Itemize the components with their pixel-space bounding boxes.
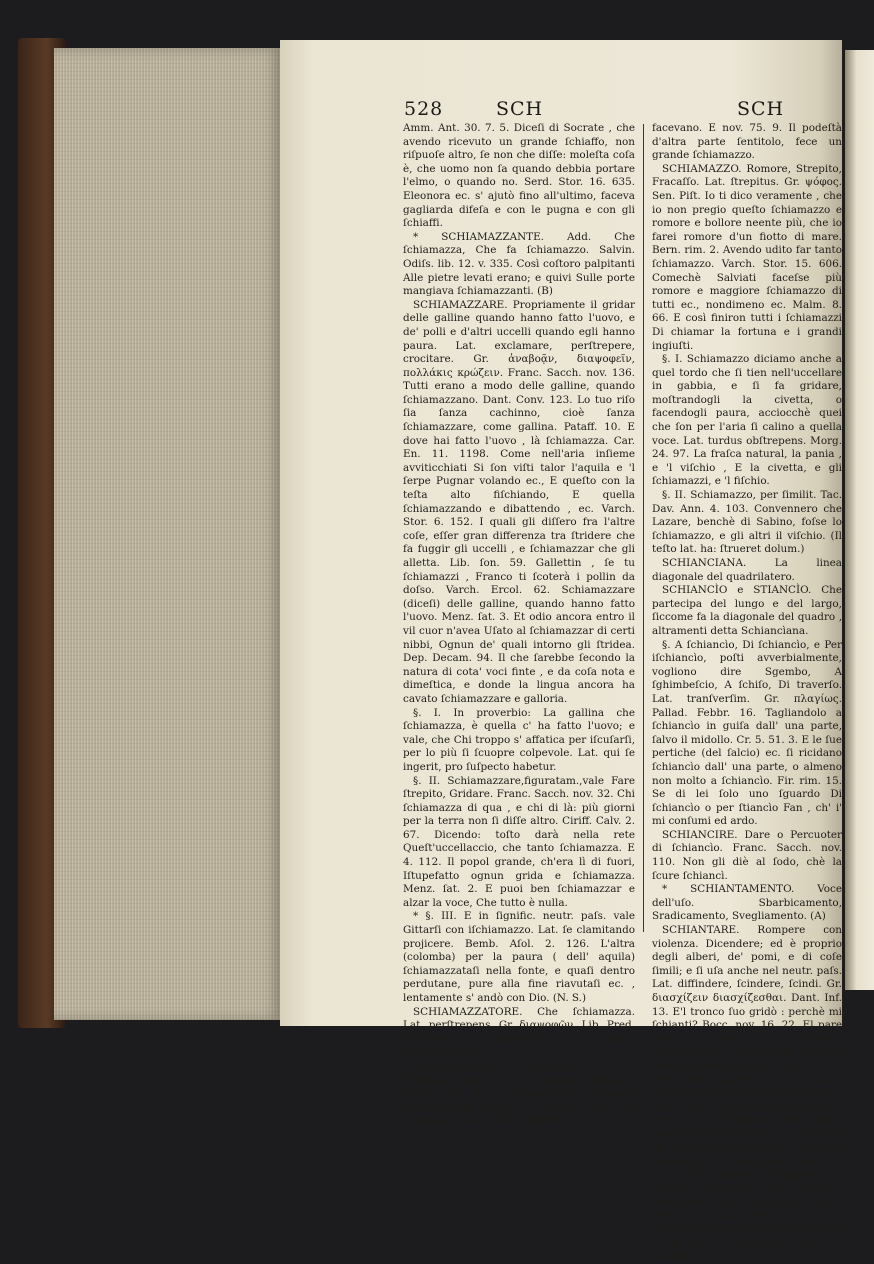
left-text-column	[403, 122, 635, 1128]
entry-paragraph: * SCHIANTAMENTO. Voce dell'uſo. Sbarbicamento, Sradicamento, Svegliamento. (A)	[652, 883, 842, 923]
right-running-head: SCH	[737, 98, 785, 120]
entry-paragraph: SCHIANTARE. Rompere con violenza. Dicendere; ed è proprio degli alberi, de' pomi, e di coſe ſimili; e ſi uſa anche nel neutr. paſs. Lat. diffindere, ſcindere, ſcindi. Gr. διασχίζειν διασχίζεσθαι. Dant. Inf. 13. E'l tronco ſuo gridò : perchè mi ſchianti? Bocc. nov. 16. 22. El pare che 'l cuore mi ſi ſchianti, ricordandomi di ciò che gli mio padre mi fece a fare. E nov. 77. 54. Parve nel muovere tutta la cotta pelle le s' apriſse ed iſchiantaſse. Sen. Piſt. Forza di continua toſsa, che la fa ſchiantare parte delle budella. Pallad. Febbr. 11. Perocchè (la cera) umilia la pece, e non la ſchianta poi al tempo del freddo.	[652, 924, 842, 1168]
column-divider	[643, 124, 644, 932]
entry-paragraph: facevano. E nov. 75. 9. Il podeſtà d'altra parte ſentitolo, fece un grande ſchiamazzo.	[652, 122, 842, 162]
entry-paragraph: SCHIAMAZZATORE. Che ſchiamazza. Lat. perſtrepens. Gr. διαψοφῶν. Lib. Pred. Procurava di rappacificare il popolo ſchiamazzatore.	[403, 1005, 635, 1059]
entry-paragraph: SCHIAMAZZARE. Propriamente il gridar delle galline quando hanno fatto l'uovo, e de' polli e d'altri uccelli quando egli hanno paura. Lat. exclamare, perſtrepere, crocitare. Gr. ἀναβοᾷν, διαψοφεῖν, πολλάκις κρώζειν. Franc. Sacch. nov. 136. Tutti erano a modo delle galline, quando ſchiamazzano. Dant. Conv. 123. Lo tuo riſo ſia ſanza cachinno, cioè ſanza ſchiamazzare, come gallina. Pataff. 10. E dove hai fatto l'uovo , là ſchiamazza. Car. En. 11. 1198. Come nell'aria inſieme avviticchiati Si ſon viſti talor l'aquila e 'l ſerpe Pugnar volando ec., E queſto con la teſta alto fiſchiando, E quella ſchiamazzando e dibattendo , ec. Varch. Stor. 6. 152. I quali gli diſſero fra l'altre coſe, eſſer gran differenza tra ſtridere che fa fuggir gli uccelli , e ſchiamazzar che gli alletta. Lib. ſon. 59. Gallettin , ſe tu ſchiamazzi , Franco ti ſcoterà i pollin da doſso. Varch. Ercol. 62. Schiamazzare (diceſi) delle galline, quando hanno fatto l'uovo. Menz. ſat. 3. Et odio ancora entro il vil cuor n'avea Uſato al ſchiamazzar di certi nibbi, Ognun de' quali intorno gli ſtridea. Dep. Decam. 94. Il che ſarebbe ſecondo la natura di cota' voci finte , e da coſa nota e dimeſtica, e donde la lingua ancora ha cavato ſchiamazzare e galloria.	[403, 298, 635, 705]
entry-paragraph: SCHIAMAZZÌO. Schiamazzo. Lat. ſtrepitus, tumultus. Gr. ψόφος, θόρυβος. Bocc. nov. 4. 4. Pianamente paſsando davanti alla cella di coſtui, ſentì lo ſchiamazzo che coſtoro inſieme	[403, 1059, 635, 1127]
entry-paragraph: Amm. Ant. 30. 7. 5. Diceſi di Socrate , che avendo ricevuto un grande ſchiaffo, non riſpuoſe altro, ſe non che diſſe: moleſta coſa è, che uomo non ſa quando debbia portare l'elmo, o quando no. Serd. Stor. 16. 635. Eleonora ec. s' ajutò fino all'ultimo, faceva gagliarda difeſa e con le pugna e con gli ſchiaffi.	[403, 122, 635, 230]
entry-paragraph: SCHIANCIANA. La linea diagonale del quadrilatero.	[652, 557, 842, 583]
right-text-column	[652, 122, 842, 1264]
entry-paragraph: * §. III. E in ſignific. neutr. paſs. vale Gittarſi con iſchiamazzo. Lat. ſe clamitando projicere. Bemb. Aſol. 2. 126. L'altra (colomba) per la paura ( dell' aquila) ſchiamazzataſi nella fonte, e quaſi dentro perdutane, pure alla fine riavutaſi ec. , lentamente s' andò con Dio. (N. S.)	[403, 910, 635, 1004]
entry-paragraph: §. A ſchiancìo, Di ſchiancìo, e Per iſchiancìo, poſti avverbialmente, vogliono dire Sgembo, A ſghimbeſcio, A ſchiſo, Di traverſo. Lat. tranſverſim. Gr. πλαγίως. Pallad. Febbr. 16. Tagliandolo a ſchiancìo in guiſa dall' una parte, ſalvo il midollo. Cr. 5. 51. 3. E le ſue pertiche (del ſalcio) ec. ſi ricidano ſchiancìo dall' una parte, o almeno non molto a ſchiancìo. Fir. rim. 15. Se di lei ſolo uno ſguardo Di ſchiancìo o per ſtiancìo Fan , ch' i' mi conſumi ed ardo.	[652, 638, 842, 828]
entry-paragraph: §. II. Schiamazzare,figuratam.,vale Fare ſtrepito, Gridare. Franc. Sacch. nov. 32. Chi ſchiamazza di qua , e chi di là: più giorni per la terra non ſi diſſe altro. Ciriff. Calv. 2. 67. Dicendo: toſto darà nella rete Queſt'uccellaccio, che tanto ſchiamazza. E 4. 112. Il popol grande, ch'era lì di fuori, Iſtupefatto ognun grida e ſchiamazza. Menz. ſat. 2. E puoi ben ſchiamazzar e alzar la voce, Che tutto è nulla.	[403, 774, 635, 909]
left-running-head: SCH	[496, 98, 544, 120]
right-page-edge	[845, 50, 874, 990]
entry-paragraph: * SCHIAMAZZANTE. Add. Che ſchiamazza, Che fa ſchiamazzo. Salvin. Odiſs. lib. 12. v. 335. Così coſtoro palpitanti Alle pietre levati erano; e quivi Sulle porte mangiava ſchiamazzanti. (B)	[403, 230, 635, 298]
entry-paragraph: SCHIAMAZZO. Romore, Strepito, Fracaſſo. Lat. ſtrepitus. Gr. ψόφος. Sen. Piſt. Io ti dico veramente , che io non pregio queſto ſchiamazzo e romore e bollore neente più, che io farei romore d'un fiotto di mare. Bern. rim. 2. Avendo udito far tanto ſchiamazzo. Varch. Stor. 15. 606. Comechè Salviati faceſse più romore e maggiore ſchiamazzo di tutti ec., nondimeno ec. Malm. 8. 66. E così finiron tutti i ſchiamazzi Di chiamar la fortuna e i grandi ingiuſti.	[652, 162, 842, 352]
entry-paragraph: §. I. Schiamazzo diciamo anche a quel tordo che ſi tien nell'uccellare in gabbia, e ſi fa gridare, moſtrandogli la civetta, o facendogli paura, acciocchè quei che ſon per l'aria ſi calino a quella voce. Lat. turdus obſtrepens. Morg. 24. 97. La fraſca natural, la pania , e 'l viſchio , E la civetta, e gli ſchiamazzi, e 'l fiſchio.	[652, 353, 842, 488]
page-block-edges	[54, 48, 282, 1020]
page-number: 528	[404, 98, 444, 120]
entry-paragraph: §. I. Per Cogliere o Pigliare con violenza, Strappare. Lat. carpere, decerpere. Gr. ἀπολέγειν. Dant. Purg. 20. Siccome frutto rado ſe ne ſchianta. E 28. E frutto ha in ſè, che di là non ſi ſchianta. But. Inf. Schianta	[652, 1168, 842, 1263]
entry-paragraph: SCHIANCÌO e STIANCÌO. Che partecipa del lungo e del largo, ſiccome fa la diagonale del quadro , altramenti detta Schiancìana.	[652, 584, 842, 637]
entry-paragraph: §. I. In proverbio: La gallina che ſchiamazza, è quella c' ha fatto l'uovo; e vale, che Chi troppo s' affatica per iſcuſarſi, per lo più ſi ſcuopre colpevole. Lat. qui ſe ingerit, pro ſuſpecto habetur.	[403, 706, 635, 773]
entry-paragraph: SCHIANCIRE. Dare o Percuoter di ſchiancìo. Franc. Sacch. nov. 110. Non gli diè al ſodo, chè la ſcure ſchiancì.	[652, 828, 842, 882]
entry-paragraph: §. II. Schiamazzo, per ſimilit. Tac. Dav. Ann. 4. 103. Convennero che Lazare, benchè di Sabino, foſse lo ſchiamazzo, e gli altri il viſchio. (Il teſto lat. ha: ſtrueret dolum.)	[652, 489, 842, 556]
